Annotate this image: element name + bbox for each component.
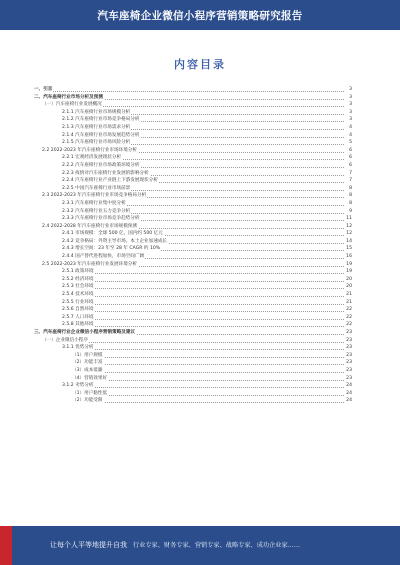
toc-entry-page: 8	[349, 193, 352, 199]
toc-entry[interactable]	[34, 283, 352, 291]
toc-entry[interactable]	[34, 230, 352, 238]
toc-entry-text: 2.5.3 社会环境	[62, 284, 94, 290]
toc-entry-text: 2.1.2 汽车座椅行业市场竞争格局分析	[62, 117, 140, 123]
toc-entry-text: 2.1.3 汽车座椅行业市场需求分析	[62, 124, 131, 130]
toc-entry-text: 2.1.5 汽车座椅行业市场风险分析	[62, 140, 131, 146]
toc-entry[interactable]	[34, 329, 352, 337]
toc-entry[interactable]	[34, 177, 352, 185]
toc-entry-page: 3	[349, 117, 352, 123]
toc-entry-text: 2.5 2022-2023 年汽车座椅行业发展环境分析	[42, 261, 137, 267]
toc-entry-page: 12	[346, 223, 352, 229]
toc-leader-dots	[62, 382, 344, 388]
toc-entry[interactable]	[34, 382, 352, 390]
toc-leader-dots	[62, 283, 344, 289]
toc-entry[interactable]	[34, 192, 352, 200]
toc-entry-page: 8	[349, 185, 352, 191]
toc-leader-dots	[72, 367, 344, 373]
toc-entry-text: （1）用户规模	[72, 352, 103, 358]
toc-entry[interactable]	[34, 299, 352, 307]
toc-entry-page: 16	[346, 254, 352, 260]
toc-entry[interactable]	[34, 344, 352, 352]
toc-leader-dots	[62, 321, 344, 327]
toc-entry[interactable]	[34, 314, 352, 322]
toc-entry-page: 24	[346, 398, 352, 404]
toc-entry[interactable]	[34, 291, 352, 299]
toc-entry[interactable]	[34, 337, 352, 345]
toc-entry[interactable]	[34, 86, 352, 94]
toc-entry[interactable]	[34, 359, 352, 367]
toc-entry-page: 3	[349, 109, 352, 115]
toc-entry-text: 2.4.2 竞争格局：外资主导市场，本土企业加速成长	[62, 238, 168, 244]
toc-entry-text: 一、引言	[34, 87, 53, 92]
toc-entry-text: 二、汽车座椅行业市场分析及预测	[34, 94, 103, 100]
toc-entry-page: 24	[346, 383, 352, 389]
table-of-contents	[34, 86, 352, 405]
toc-entry-text: 2.4.1 市场规模：全球 500 亿，国内约 500 亿元	[62, 231, 163, 237]
toc-entry-page: 3	[349, 87, 352, 92]
toc-leader-dots	[62, 314, 344, 320]
toc-entry-page: 7	[349, 178, 352, 184]
toc-entry[interactable]	[34, 268, 352, 276]
toc-entry-text: （一）企业微信小程序	[42, 337, 88, 343]
toc-entry-page: 4	[349, 124, 352, 130]
toc-entry[interactable]	[34, 139, 352, 147]
toc-entry[interactable]	[34, 185, 352, 193]
footer-banner	[0, 526, 400, 565]
toc-heading: 内容目录	[174, 58, 226, 71]
toc-entry[interactable]	[34, 116, 352, 124]
toc-entry-text: 2.5.5 行业环境	[62, 299, 94, 305]
toc-entry-page: 11	[346, 216, 352, 222]
toc-entry-page: 19	[346, 261, 352, 267]
toc-entry[interactable]	[34, 397, 352, 405]
toc-entry-text: （一）汽车座椅行业发展概况	[42, 102, 102, 108]
footer-tags: 行业专家、财务专家、营销专家、战略专家、成功企业家……	[133, 542, 301, 549]
toc-entry-text: 2.3.2 汽车座椅行业五力竞争分析	[62, 208, 131, 214]
toc-entry-text: 2.5.1 政策环境	[62, 269, 94, 275]
toc-entry-text: 3.1.1 优势分析	[62, 345, 94, 351]
toc-entry-text: （3）成本低廉	[72, 367, 103, 373]
toc-entry-page: 23	[346, 352, 352, 358]
toc-entry-text: 2.2.5 中国汽车座椅行业市场前景	[62, 185, 131, 191]
toc-entry-page: 23	[346, 360, 352, 366]
toc-entry-text: 三、汽车座椅行业企业微信小程序营销策略及建议	[34, 330, 136, 335]
toc-entry-page: 9	[349, 208, 352, 214]
toc-entry-page: 15	[346, 246, 352, 252]
toc-leader-dots	[62, 344, 344, 350]
toc-entry-page: 23	[346, 345, 352, 351]
toc-entry-page: 5	[349, 140, 352, 146]
toc-entry-page: 23	[346, 337, 352, 343]
toc-entry-text: 2.5.2 经济环境	[62, 276, 94, 282]
toc-entry-page: 23	[346, 367, 352, 373]
toc-entry[interactable]	[34, 261, 352, 269]
toc-entry[interactable]	[34, 276, 352, 284]
toc-entry-text: 2.3.3 汽车座椅行业市场竞争趋势分析	[62, 216, 140, 222]
toc-entry-text: （2）功能丰富	[72, 360, 103, 366]
toc-entry[interactable]	[34, 94, 352, 102]
toc-entry-text: 2.4 2022-2028 年汽车座椅行业市场规模预测	[42, 223, 137, 229]
toc-entry-page: 3	[349, 102, 352, 108]
toc-entry-page: 14	[346, 238, 352, 244]
toc-entry-text: （1）用户黏性低	[72, 390, 108, 396]
toc-entry-page: 21	[346, 299, 352, 305]
toc-entry-page: 8	[349, 200, 352, 206]
toc-entry-text: 2.2.4 汽车座椅行业产业链上下游发展现状分析	[62, 178, 158, 184]
toc-entry[interactable]	[34, 245, 352, 253]
toc-entry[interactable]	[34, 200, 352, 208]
toc-entry[interactable]	[34, 253, 352, 261]
toc-entry[interactable]	[34, 238, 352, 246]
toc-entry[interactable]	[34, 162, 352, 170]
toc-entry-text: 2.4.4 国产替代进程加快，市场空间广阔	[62, 254, 145, 260]
toc-leader-dots	[72, 359, 344, 365]
toc-leader-dots	[62, 268, 344, 274]
toc-entry[interactable]	[34, 154, 352, 162]
toc-entry-page: 22	[346, 322, 352, 328]
header-banner	[0, 0, 400, 30]
toc-entry-page: 6	[349, 155, 352, 161]
toc-entry[interactable]	[34, 352, 352, 360]
toc-entry-text: 2.2.1 宏观经济发展现状分析	[62, 155, 122, 161]
toc-entry-page: 7	[349, 170, 352, 176]
toc-entry-text: 2.2.2 汽车座椅行业市场政策环境分析	[62, 162, 140, 168]
toc-entry-page: 4	[349, 132, 352, 138]
toc-entry-text: 2.5.6 自然环境	[62, 307, 94, 313]
toc-entry-page: 23	[346, 375, 352, 381]
toc-entry-text: 2.5.8 其他环境	[62, 322, 94, 328]
toc-entry[interactable]	[34, 132, 352, 140]
toc-entry-text: 2.1.4 汽车座椅行业市场发展趋势分析	[62, 132, 140, 138]
toc-leader-dots	[34, 86, 344, 92]
toc-entry[interactable]	[34, 375, 352, 383]
toc-entry[interactable]	[34, 124, 352, 132]
footer-red-accent	[0, 526, 12, 565]
toc-entry-page: 3	[349, 94, 352, 100]
toc-leader-dots	[62, 276, 344, 282]
toc-entry-page: 20	[346, 276, 352, 282]
toc-leader-dots	[72, 390, 344, 396]
toc-entry-text: （4）营销效果好	[72, 375, 108, 381]
toc-entry-text: 2.4.3 增长空间：23 年至 28 年 CAGR 约 10%	[62, 246, 161, 252]
toc-entry-text: 2.2 2022-2023 年汽车座椅行业市场环境分析	[42, 147, 137, 153]
toc-entry-page: 22	[346, 307, 352, 313]
toc-entry-text: 2.2.3 疫情对汽车座椅行业发展的影响分析	[62, 170, 149, 176]
toc-entry-page: 22	[346, 314, 352, 320]
toc-entry-page: 20	[346, 284, 352, 290]
toc-entry[interactable]	[34, 101, 352, 109]
toc-entry-text: 3.1.2 劣势分析	[62, 383, 94, 389]
footer-slogan: 让每个人平等地提升自我	[50, 541, 127, 549]
toc-entry-text: 2.1.1 汽车座椅行业市场规模分析	[62, 109, 131, 115]
toc-entry[interactable]	[34, 215, 352, 223]
toc-entry[interactable]	[34, 390, 352, 398]
toc-entry[interactable]	[34, 321, 352, 329]
toc-entry-text: 2.5.4 技术环境	[62, 292, 94, 298]
toc-entry-page: 6	[349, 147, 352, 153]
toc-leader-dots	[72, 352, 344, 358]
toc-leader-dots	[62, 299, 344, 305]
toc-entry-text: 2.5.7 人口环境	[62, 314, 94, 320]
toc-leader-dots	[62, 291, 344, 297]
toc-entry[interactable]	[34, 170, 352, 178]
document-title: 汽车座椅企业微信小程序营销策略研究报告	[97, 10, 303, 22]
toc-entry-page: 23	[346, 330, 352, 335]
toc-entry-text: 2.3.1 汽车座椅行业集中度分析	[62, 200, 126, 206]
toc-entry[interactable]	[34, 367, 352, 375]
toc-leader-dots	[72, 375, 344, 381]
toc-entry[interactable]	[34, 147, 352, 155]
toc-entry[interactable]	[34, 109, 352, 117]
toc-entry-page: 6	[349, 162, 352, 168]
toc-entry[interactable]	[34, 208, 352, 216]
toc-entry-page: 19	[346, 269, 352, 275]
toc-leader-dots	[72, 397, 344, 403]
toc-entry[interactable]	[34, 306, 352, 314]
toc-leader-dots	[62, 306, 344, 312]
toc-entry-page: 24	[346, 390, 352, 396]
toc-entry-text: （2）功能受限	[72, 398, 103, 404]
toc-entry-page: 12	[346, 231, 352, 237]
toc-entry[interactable]	[34, 223, 352, 231]
toc-entry-text: 2.3 2022-2023 年汽车座椅行业市场竞争格局分析	[42, 193, 147, 199]
toc-entry-page: 21	[346, 292, 352, 298]
